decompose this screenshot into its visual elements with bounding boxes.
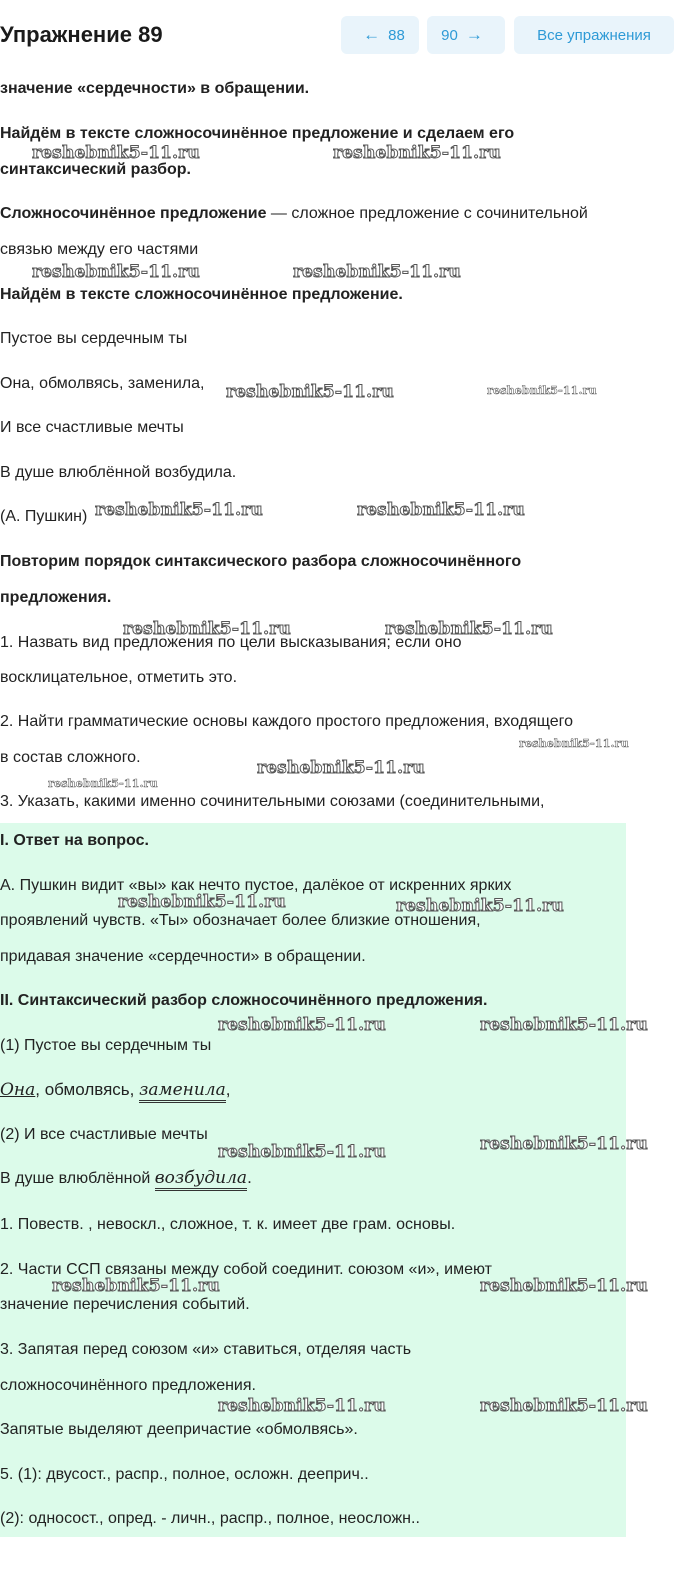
sentence-part: , [225, 1080, 231, 1099]
analysis-item: 2. Части ССП связаны между собой соединит. союзом «и», имеют [0, 1261, 492, 1278]
content-line: восклицательное, отметить это. [0, 669, 238, 686]
watermark: reshebnik5-11.ru [293, 262, 461, 282]
analysis-sentence [0, 1168, 252, 1188]
term: Сложносочинённое предложение [0, 205, 267, 222]
watermark: reshebnik5-11.ru [48, 777, 158, 790]
watermark: reshebnik5-11.ru [487, 384, 597, 397]
watermark: reshebnik5-11.ru [480, 1134, 648, 1154]
poem-line: И все счастливые мечты [0, 419, 184, 436]
watermark: reshebnik5-11.ru [218, 1396, 386, 1416]
analysis-item: 5. (1): двусост., распр., полное, осложн. дееприч.. [0, 1466, 369, 1483]
watermark: reshebnik5-11.ru [480, 1396, 648, 1416]
watermark: reshebnik5-11.ru [218, 1015, 386, 1035]
analysis-item: (2): односост., опред. - личн., распр., полное, неосложн.. [0, 1510, 420, 1527]
watermark: reshebnik5-11.ru [480, 1276, 648, 1296]
watermark: reshebnik5-11.ru [218, 1142, 386, 1162]
page-title: Упражнение 89 [0, 22, 163, 47]
watermark: reshebnik5-11.ru [32, 262, 200, 282]
content-line: значение «сердечности» в обращении. [0, 80, 310, 97]
watermark: reshebnik5-11.ru [385, 619, 553, 639]
watermark: reshebnik5-11.ru [32, 143, 200, 163]
watermark: reshebnik5-11.ru [123, 619, 291, 639]
arrow-left-icon: ← [363, 25, 381, 44]
watermark: reshebnik5-11.ru [357, 500, 525, 520]
analysis-item: 1. Повеств. , невоскл., сложное, т. к. имеет две грам. основы. [0, 1216, 456, 1233]
poem-line: Она, обмолвясь, заменила, [0, 375, 205, 392]
watermark: reshebnik5-11.ru [519, 737, 629, 750]
content-line: Найдём в тексте сложносочинённое предложение и сделаем его [0, 125, 515, 142]
poem-line: В душе влюблённой возбудила. [0, 464, 237, 481]
predicate-word: возбудила [155, 1168, 247, 1191]
watermark: reshebnik5-11.ru [396, 896, 564, 916]
definition-text: — сложное предложение с сочинительной [266, 205, 588, 222]
subject-word: Она [0, 1080, 36, 1100]
definition-line [0, 205, 588, 223]
sentence-part: . [247, 1168, 252, 1187]
content-line: в состав сложного. [0, 749, 141, 766]
watermark: reshebnik5-11.ru [118, 892, 286, 912]
next-exercise-button[interactable] [427, 16, 505, 54]
sentence-part: , обмолвясь, [35, 1080, 140, 1099]
watermark: reshebnik5-11.ru [333, 143, 501, 163]
all-exercises-label: Все упражнения [537, 26, 651, 44]
answer-heading: I. Ответ на вопрос. [0, 832, 149, 849]
watermark: reshebnik5-11.ru [480, 1015, 648, 1035]
analysis-sentence: (1) Пустое вы сердечным ты [0, 1037, 212, 1054]
answer-text: придавая значение «сердечности» в обращении. [0, 948, 366, 965]
content-line: 2. Найти грамматические основы каждого простого предложения, входящего [0, 713, 574, 730]
analysis-sentence: (2) И все счастливые мечты [0, 1126, 208, 1143]
content-line: предложения. [0, 589, 112, 606]
prev-exercise-label: 88 [388, 26, 405, 44]
analysis-heading: II. Синтаксический разбор сложносочинённого предложения. [0, 992, 488, 1009]
poem-line: Пустое вы сердечным ты [0, 330, 188, 347]
watermark: reshebnik5-11.ru [257, 758, 425, 778]
analysis-item: значение перечисления событий. [0, 1296, 250, 1313]
analysis-item: Запятые выделяют деепричастие «обмолвясь». [0, 1421, 358, 1438]
content-line: синтаксический разбор. [0, 161, 191, 178]
all-exercises-button[interactable] [514, 16, 674, 54]
content-line: связью между его частями [0, 241, 199, 258]
content-line: Повторим порядок синтаксического разбора сложносочинённого [0, 553, 522, 570]
content-line: Найдём в тексте сложносочинённое предложение. [0, 286, 403, 303]
watermark: reshebnik5-11.ru [226, 382, 394, 402]
watermark: reshebnik5-11.ru [52, 1276, 220, 1296]
content-line: 3. Указать, какими именно сочинительными союзами (соединительными, [0, 793, 545, 810]
arrow-right-icon: → [465, 25, 483, 44]
next-exercise-label: 90 [441, 26, 458, 44]
prev-exercise-button[interactable] [341, 16, 419, 54]
sentence-part: В душе влюблённой [0, 1170, 155, 1187]
poem-author: (А. Пушкин) [0, 508, 88, 525]
watermark: reshebnik5-11.ru [95, 500, 263, 520]
analysis-item: сложносочинённого предложения. [0, 1377, 256, 1394]
predicate-word: заменила [139, 1080, 226, 1103]
analysis-item: 3. Запятая перед союзом «и» ставиться, отделяя часть [0, 1341, 412, 1358]
content-line: 1. Назвать вид предложения по цели высказывания; если оно [0, 634, 462, 651]
analysis-sentence [0, 1080, 231, 1100]
answer-text: проявлений чувств. «Ты» обозначает более близкие отношения, [0, 912, 481, 929]
answer-text: А. Пушкин видит «вы» как нечто пустое, далёкое от искренних ярких [0, 877, 512, 894]
